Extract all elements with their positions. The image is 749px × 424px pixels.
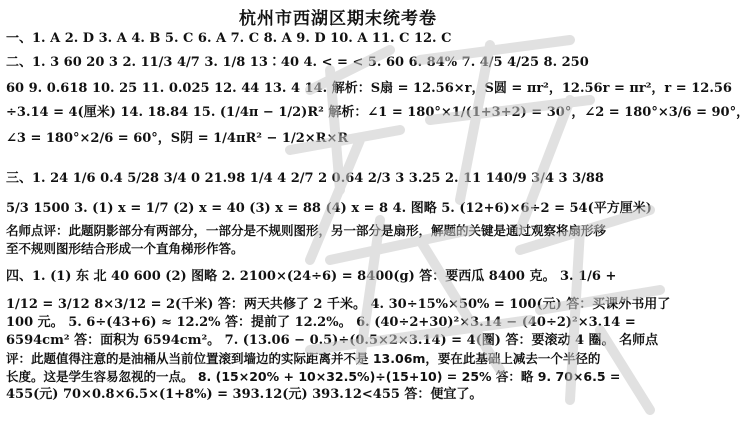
teacher-comment-1-line-2: 至不规则图形结合形成一个直角梯形作答。 bbox=[6, 241, 244, 256]
teacher-comment-2-line-1: 评：此题值得注意的是油桶从当前位置滚到墙边的实际距离并不是 13.06m，要在此基础上减去一个半径的 bbox=[6, 351, 601, 366]
page-title: 杭州市西湖区期末统考卷 bbox=[239, 9, 437, 29]
section-4-line-2: 1/12 = 3/12 8×3/12 = 2(千米) 答：两天共修了 2 千米。 4. 30÷15%×50% = 100(元) 答：买课外书用了 bbox=[6, 297, 671, 312]
section-4-line-4: 6594cm² 答：面积为 6594cm²。 7. (13.06 − 0.5)÷(0.5×2×3.14) = 4(圈) 答：要滚动 4 圈。 名师点 bbox=[6, 333, 659, 348]
section-3-line-1: 三、1. 24 1/6 0.4 5/28 3/4 0 21.98 1/4 4 2/7 2 0.64 2/3 3 3.25 2. 11 140/9 3/4 3 3/88 bbox=[6, 171, 604, 186]
section-4-line-3: 100 元。 5. 6÷(43+6) ≈ 12.2% 答：提前了 12.2%。 6. (40÷2+30)²×3.14 − (40÷2)²×3.14 = bbox=[6, 315, 636, 330]
section-4-line-1: 四、1. (1) 东 北 40 600 (2) 图略 2. 2100×(24÷6) = 8400(g) 答：要西瓜 8400 克。 3. 1/6 + bbox=[6, 269, 617, 284]
section-2-line-2: 60 9. 0.618 10. 25 11. 0.025 12. 44 13. 4 14. 解析：S扇 = 12.56×r，S圆 = πr²，12.56r = πr²，r = 12.56 bbox=[6, 81, 732, 96]
teacher-comment-2-line-2: 长度。这是学生容易忽视的一点。 8. (15×20% + 10×32.5%)÷(15+10) = 25% 答：略 9. 70×6.5 = bbox=[6, 369, 621, 384]
teacher-comment-1-line-1: 名师点评：此题阴影部分有两部分，一部分是不规则图形，另一部分是扇形，解题的关键是通过观察将扇形移 bbox=[6, 223, 607, 238]
section-1-answers: 一、1. A 2. D 3. A 4. B 5. C 6. A 7. C 8. A 9. D 10. A 11. C 12. C bbox=[6, 31, 452, 46]
section-2-line-3: ÷3.14 = 4(厘米) 14. 18.84 15. (1/4π − 1/2)R² 解析：∠1 = 180°×1/(1+3+2) = 30°，∠2 = 180°×3/6 = 90°， bbox=[6, 105, 749, 120]
section-2-line-1: 二、1. 3 60 20 3 2. 11/3 4/7 3. 1/8 13∶40 4. < = < 5. 60 6. 84% 7. 4/5 4/25 8. 250 bbox=[6, 55, 589, 70]
section-3-line-2: 5/3 1500 3. (1) x = 1/7 (2) x = 40 (3) x = 88 (4) x = 8 4. 图略 5. (12+6)×6÷2 = 54(平方厘米) bbox=[6, 201, 652, 216]
section-2-line-4: ∠3 = 180°×2/6 = 60°，S阴 = 1/4πR² − 1/2×R×R bbox=[6, 131, 349, 146]
section-4-line-5: 455(元) 70×0.8×6.5×(1+8%) = 393.12(元) 393.12<455 答：便宜了。 bbox=[6, 387, 483, 402]
